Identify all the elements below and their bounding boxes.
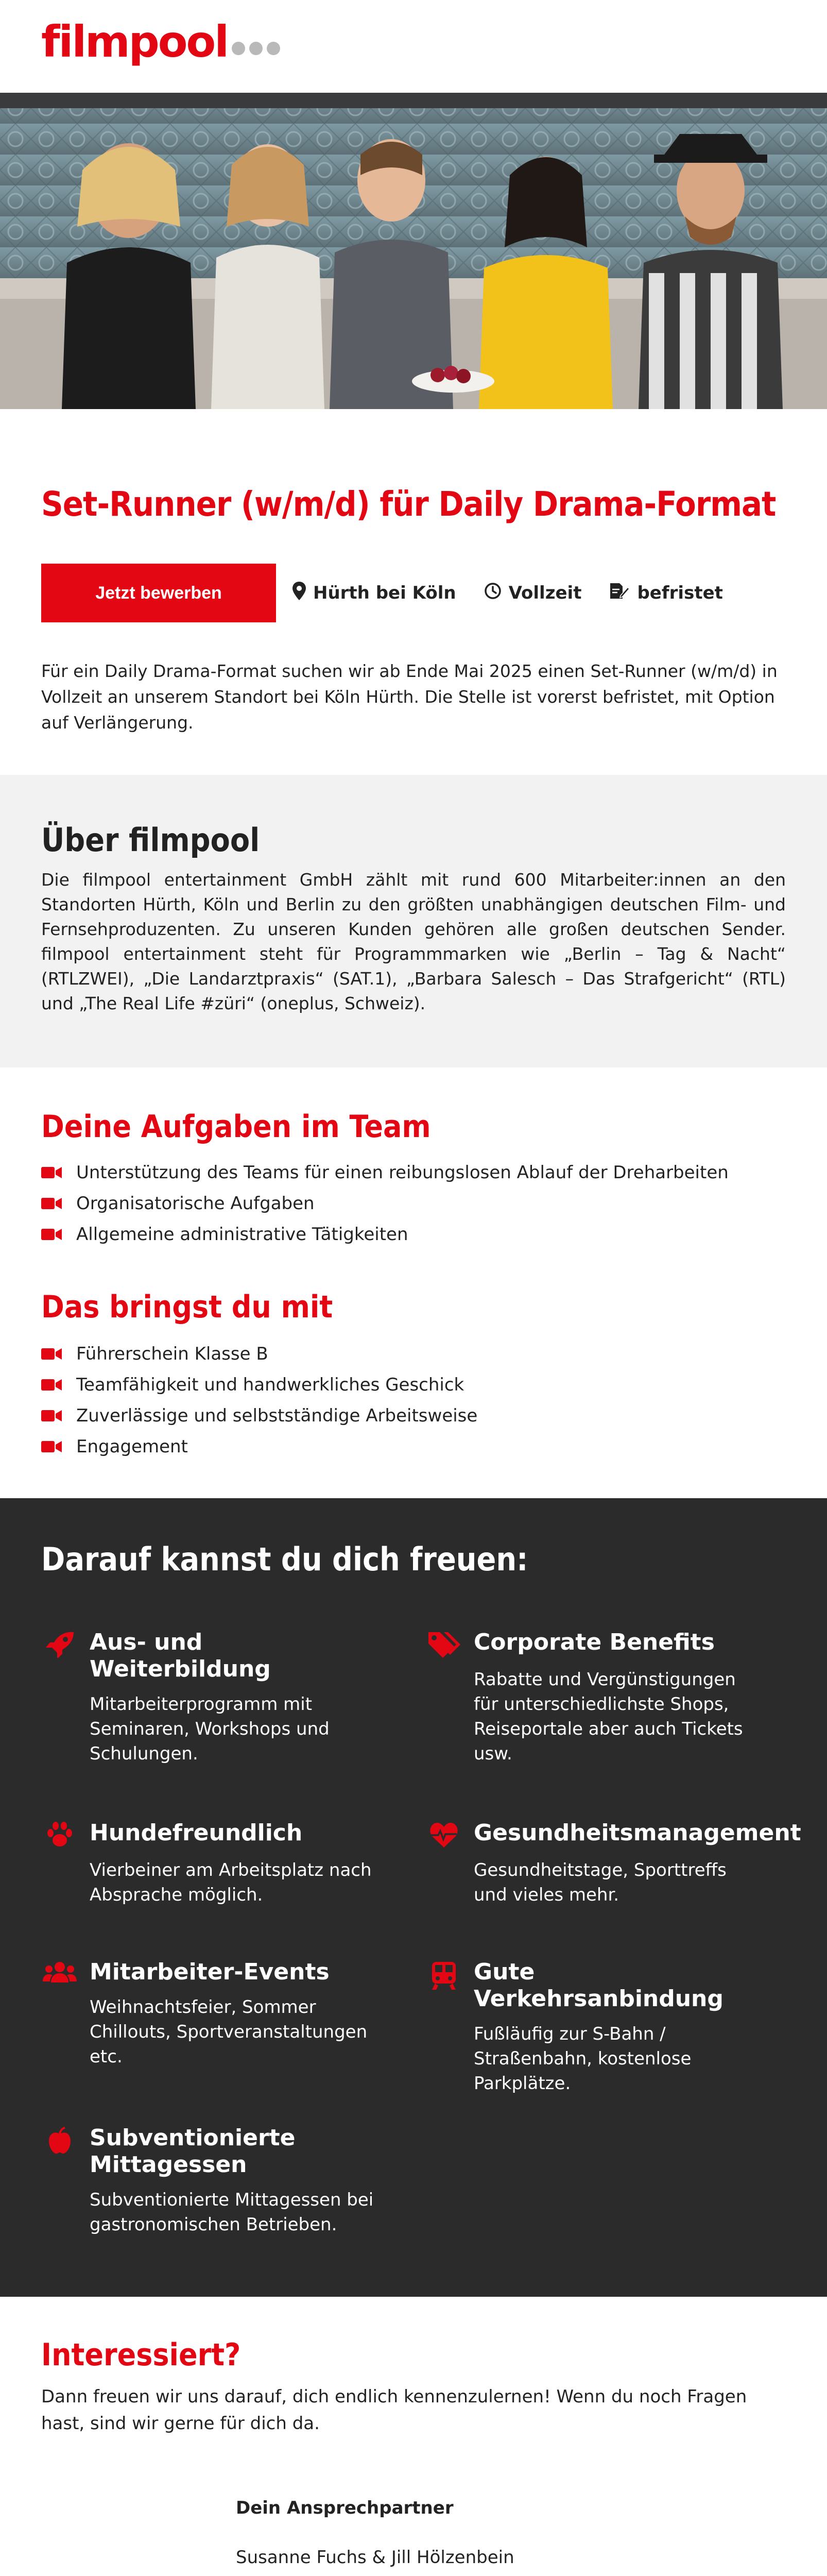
file-signature-icon xyxy=(609,582,630,604)
contract-meta xyxy=(609,582,722,604)
list-item: Organisatorische Aufgaben xyxy=(41,1188,729,1219)
benefit-title: Hundefreundlich xyxy=(90,1820,303,1846)
benefit-desc: Gesundheitstage, Sporttreffs und vieles mehr. xyxy=(474,1860,727,1905)
location-text: Hürth bei Köln xyxy=(313,583,456,603)
benefit-desc: Vierbeiner am Arbeitsplatz nach Absprache möglich. xyxy=(90,1860,372,1905)
benefit-item xyxy=(41,1820,381,1907)
tasks-title: Deine Aufgaben im Team xyxy=(41,1109,431,1145)
benefit-desc: Weihnachtsfeier, Sommer Chillouts, Sportveranstaltungen etc. xyxy=(90,1997,368,2067)
video-camera-icon xyxy=(41,1409,62,1423)
video-camera-icon xyxy=(41,1227,62,1242)
benefit-item xyxy=(41,1959,381,2069)
benefit-title: Gute Verkehrsanbindung xyxy=(474,1959,723,2012)
list-item: Teamfähigkeit und handwerkliches Geschick xyxy=(41,1369,477,1400)
benefit-title: Aus- und Weiterbildung xyxy=(90,1629,271,1682)
video-camera-icon xyxy=(41,1196,62,1211)
benefit-item xyxy=(41,1629,381,1766)
list-item: Allgemeine administrative Tätigkeiten xyxy=(41,1219,729,1250)
list-item: Unterstützung des Teams für einen reibungslosen Ablauf der Dreharbeiten xyxy=(41,1157,729,1188)
benefit-item xyxy=(425,1820,801,1907)
job-meta xyxy=(292,564,723,622)
site-header xyxy=(0,0,827,93)
benefit-item xyxy=(425,1959,765,2096)
benefits-title: Darauf kannst du dich freuen: xyxy=(41,1540,528,1578)
hero-photo-illustration xyxy=(0,93,827,409)
contract-text: befristet xyxy=(637,583,723,603)
requirements-list xyxy=(41,1338,477,1462)
contact-block xyxy=(236,2498,514,2576)
contact-name: Susanne Fuchs & Jill Hölzenbein xyxy=(236,2547,514,2568)
video-camera-icon xyxy=(41,1347,62,1361)
job-intro: Für ein Daily Drama-Format suchen wir ab Ende Mai 2025 einen Set-Runner (w/m/d) in Vollzeit an unserem Standort bei Köln Hürth. Die Stelle ist vorerst befristet, mit Option auf Verlängerung. xyxy=(41,661,778,733)
requirements-title: Das bringst du mit xyxy=(41,1289,333,1325)
video-camera-icon xyxy=(41,1165,62,1180)
job-title: Set-Runner (w/m/d) für Daily Drama-Format xyxy=(41,484,776,524)
logo-text: filmpool xyxy=(41,16,228,67)
contact-heading: Dein Ansprechpartner xyxy=(236,2498,454,2518)
about-section xyxy=(0,775,827,1067)
train-icon xyxy=(425,1959,462,1990)
benefit-desc: Fußläufig zur S-Bahn / Straßenbahn, kostenlose Parkplätze. xyxy=(474,2024,692,2094)
hours-meta xyxy=(484,582,582,604)
logo-dots xyxy=(232,42,280,55)
benefit-title: Subventionierte Mittagessen xyxy=(90,2125,296,2178)
video-camera-icon xyxy=(41,1439,62,1454)
location-meta xyxy=(292,582,456,605)
benefit-title: Mitarbeiter-Events xyxy=(90,1959,330,1985)
about-title: Über filmpool xyxy=(41,821,260,859)
list-item: Engagement xyxy=(41,1431,477,1462)
benefit-desc: Subventionierte Mittagessen bei gastronomischen Betrieben. xyxy=(90,2190,374,2235)
benefit-desc: Mitarbeiterprogramm mit Seminaren, Workshops und Schulungen. xyxy=(90,1694,330,1764)
clock-icon xyxy=(484,582,502,604)
about-text: Die filmpool entertainment GmbH zählt mit rund 600 Mitarbeiter:innen an den Standorten Hürth, Köln und Berlin zu den größten unabhängigen deutschen Film- und Fernsehproduzenten. Zu unseren Kunden gehören alle großen deutschen Sender. filmpool entertainment steht für Programmmarken wie „Berlin – Tag & Nacht“ (RTLZWEI), „Die Landarztpraxis“ (SAT.1), „Barbara Salesch – Das Strafgericht“ (RTL) und „The Real Life #züri“ (oneplus, Schweiz). xyxy=(41,870,786,1013)
hero-image xyxy=(0,93,827,409)
apply-button-top[interactable]: Jetzt bewerben xyxy=(41,564,276,622)
benefit-desc: Rabatte und Vergünstigungen für unterschiedlichste Shops, Reiseportale aber auch Tickets usw. xyxy=(474,1669,743,1764)
benefit-item xyxy=(425,1629,765,1766)
users-icon xyxy=(41,1959,78,1984)
interest-title: Interessiert? xyxy=(41,2337,241,2373)
list-item: Führerschein Klasse B xyxy=(41,1338,477,1369)
tags-icon xyxy=(425,1629,462,1658)
hours-text: Vollzeit xyxy=(508,583,582,603)
list-item: Zuverlässige und selbstständige Arbeitsweise xyxy=(41,1400,477,1431)
benefit-title: Corporate Benefits xyxy=(474,1629,715,1655)
benefits-section xyxy=(0,1498,827,2297)
benefit-item xyxy=(41,2125,381,2237)
apple-icon xyxy=(41,2125,78,2155)
tasks-list xyxy=(41,1157,729,1250)
benefit-title: Gesundheitsmanagement xyxy=(474,1820,801,1846)
rocket-icon xyxy=(41,1629,78,1658)
filmpool-logo[interactable] xyxy=(41,16,280,67)
interest-text: Dann freuen wir uns darauf, dich endlich kennenzulernen! Wenn du noch Fragen hast, sind wir gerne für dich da. xyxy=(41,2386,747,2434)
paw-icon xyxy=(41,1820,78,1849)
heartbeat-icon xyxy=(425,1820,462,1849)
video-camera-icon xyxy=(41,1378,62,1392)
map-marker-icon xyxy=(292,582,306,605)
